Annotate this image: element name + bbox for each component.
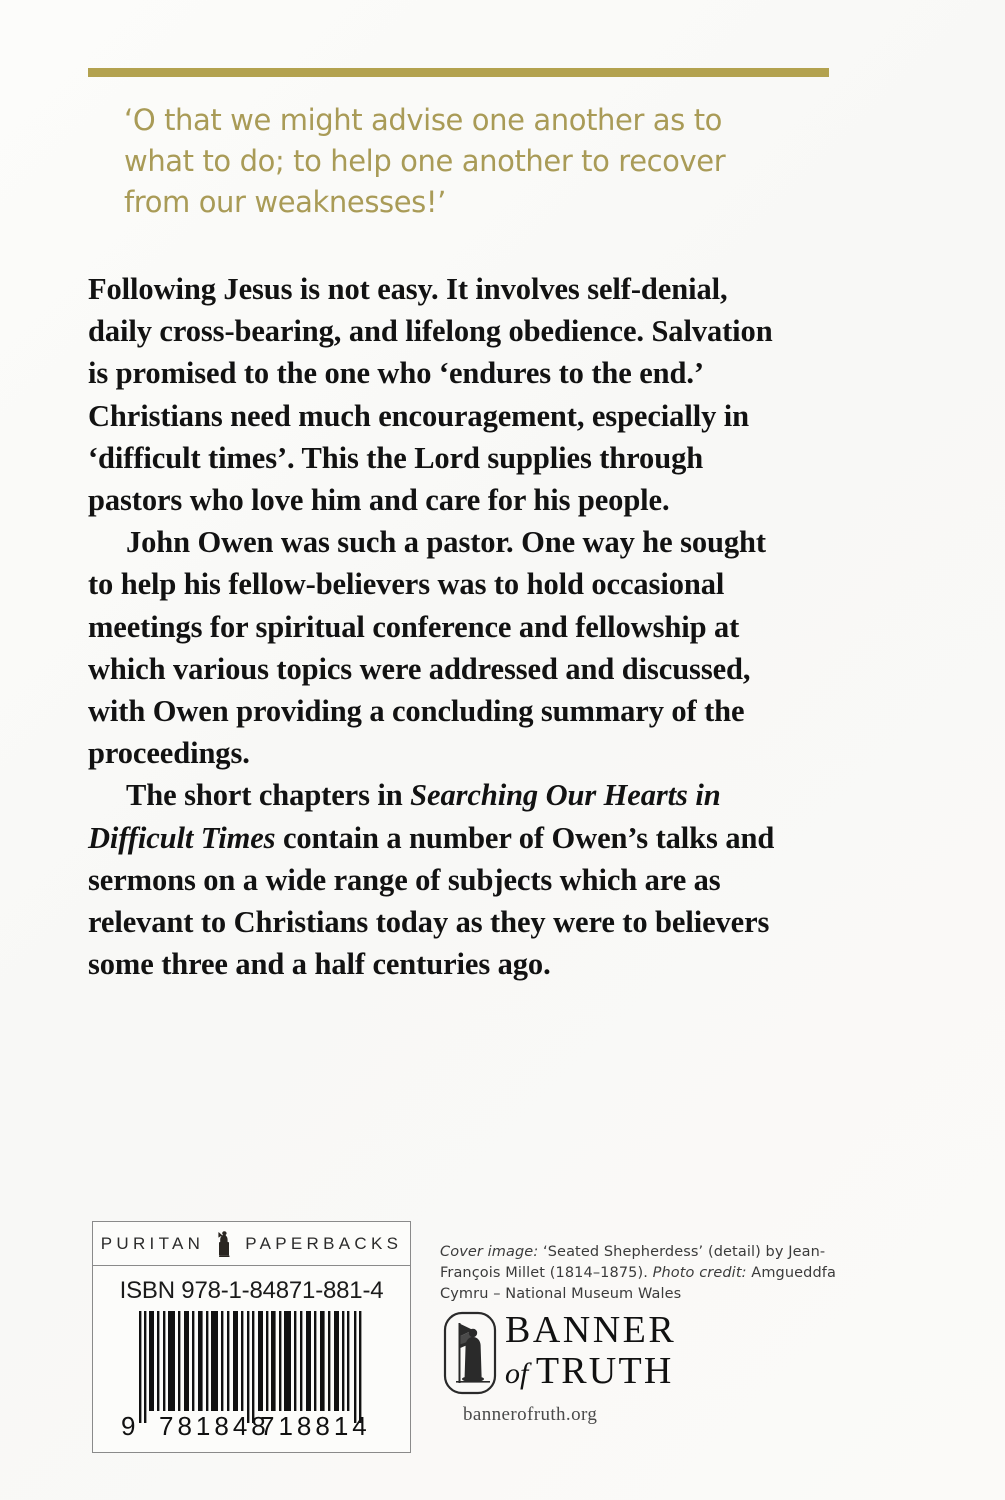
series-word-puritan: PURITAN — [100, 1233, 205, 1253]
publisher-name-banner: BANNER — [505, 1309, 677, 1351]
blurb-paragraph-1: Following Jesus is not easy. It involves self-denial, daily cross-bearing, and lifelong obedience. Salvation is promised to the one who ‘endures to the end.’ Christians need much encouragement, especially in ‘difficult times’. This the Lord supplies through pastors who love him and care for his people. — [88, 272, 773, 518]
series-word-paperbacks: PAPERBACKS — [245, 1233, 403, 1253]
puritan-figure-icon — [216, 1230, 233, 1258]
svg-text:718814: 718814 — [259, 1411, 371, 1441]
publisher-name-of: of — [505, 1357, 536, 1390]
blurb-p3-after: contain a number of Owen’s talks and sermons on a wide range of subjects which are as relevant to Christians today as they were to believers some three and a half centuries ago. — [88, 820, 775, 982]
gold-rule-divider — [88, 68, 829, 77]
isbn-number: ISBN 978-1-84871-881-4 — [119, 1277, 384, 1304]
publisher-url: bannerofruth.org — [463, 1404, 598, 1425]
puritan-paperbacks-header — [93, 1222, 410, 1266]
cover-image-credit — [440, 1242, 865, 1305]
blurb-text — [88, 268, 788, 985]
isbn-barcode — [93, 1309, 410, 1441]
publisher-name-truth — [505, 1350, 676, 1395]
cover-image-text: ‘Seated Shepherdess’ (detail) by Jean-François Millet (1814–1875). — [440, 1244, 826, 1281]
svg-text:781848: 781848 — [158, 1411, 270, 1441]
book-title-italic: Searching Our Hearts in Difficult Times — [88, 778, 721, 855]
publisher-name-truth-word: TRUTH — [535, 1350, 674, 1392]
banner-figure-icon — [443, 1311, 497, 1395]
blurb-paragraph-2: John Owen was such a pastor. One way he sought to help his fellow-believers was to hold occasional meetings for spiritual conference and fellowship at which various topics were addressed and discussed, with Owen providing a concluding summary of the proceedings. — [88, 525, 766, 771]
cover-footer — [0, 1210, 1005, 1460]
photo-credit-text: Amgueddfa Cymru – National Museum Wales — [440, 1265, 836, 1302]
cover-image-label: Cover image: — [440, 1244, 539, 1260]
blurb-paragraph-3 — [88, 774, 788, 985]
series-isbn-box — [92, 1221, 411, 1453]
pull-quote-line-3: from our weaknesses!’ — [124, 185, 446, 219]
publisher-logo — [443, 1310, 743, 1450]
pull-quote-line-1: ‘O that we might advise one another as to — [124, 103, 723, 137]
pull-quote-line-2: what to do; to help one another to recover — [124, 144, 726, 178]
pull-quote — [124, 100, 764, 223]
photo-credit-label: Photo credit: — [652, 1265, 747, 1281]
svg-text:9: 9 — [120, 1411, 135, 1441]
blurb-p3-before: The short chapters in — [126, 778, 411, 813]
